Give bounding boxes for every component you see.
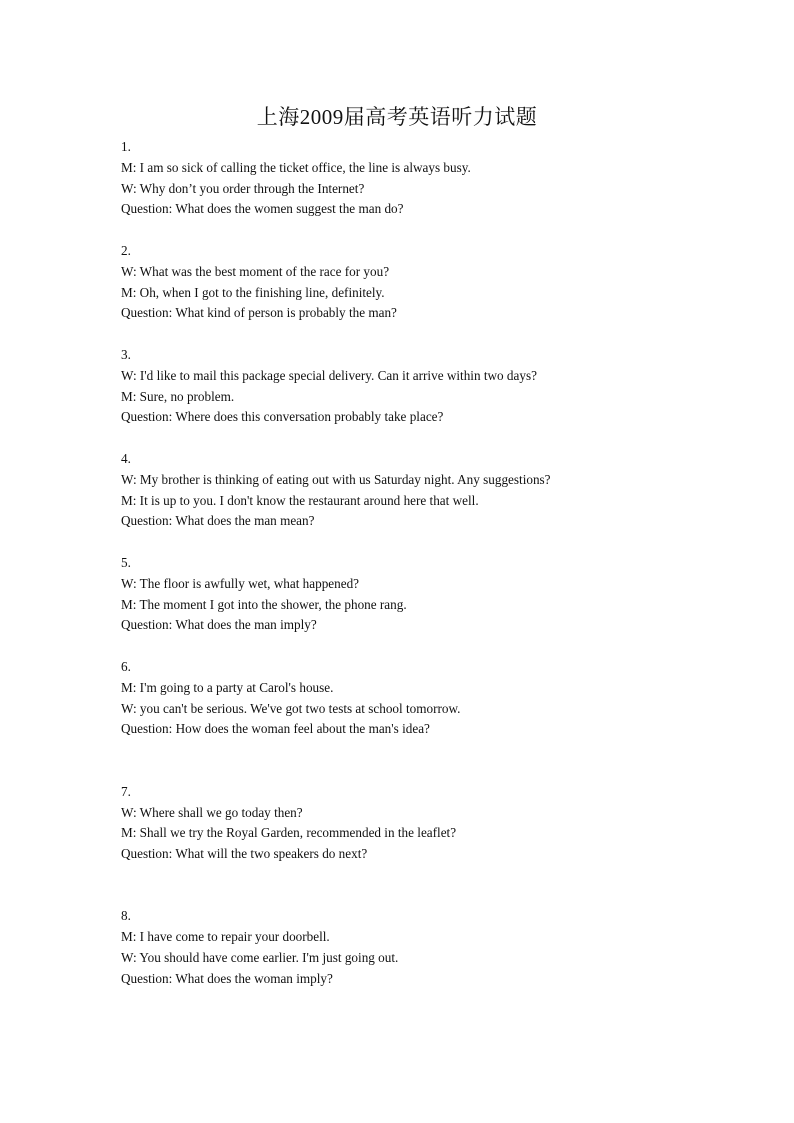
- question-number: 3.: [121, 346, 131, 362]
- question-line: Question: What will the two speakers do next?: [121, 846, 368, 862]
- question-item-7: [121, 782, 761, 865]
- dialogue-line: M: Oh, when I got to the finishing line, definitely.: [121, 284, 385, 300]
- dialogue-line: M: Shall we try the Royal Garden, recommended in the leaflet?: [121, 825, 457, 841]
- question-number: 2.: [121, 242, 131, 258]
- question-item-8: [121, 906, 761, 989]
- question-line: Question: What kind of person is probably the man?: [121, 305, 397, 321]
- question-item-5: [121, 553, 761, 636]
- question-item-6: [121, 657, 761, 740]
- page-title: 上海2009届高考英语听力试题: [256, 105, 538, 129]
- question-number: 7.: [121, 783, 131, 799]
- question-line: Question: What does the man mean?: [121, 513, 315, 529]
- question-item-2: [121, 241, 761, 324]
- question-number: 4.: [121, 450, 131, 466]
- question-number: 1.: [121, 139, 131, 154]
- dialogue-line: W: You should have come earlier. I'm just going out.: [121, 950, 399, 966]
- question-number: 6.: [121, 658, 131, 674]
- dialogue-line: M: It is up to you. I don't know the restaurant around here that well.: [121, 492, 479, 508]
- question-item-3: [121, 345, 761, 428]
- dialogue-line: M: I have come to repair your doorbell.: [121, 929, 330, 945]
- dialogue-line: M: The moment I got into the shower, the phone rang.: [121, 596, 407, 612]
- question-line: Question: How does the woman feel about the man's idea?: [121, 721, 430, 737]
- dialogue-line: W: Where shall we go today then?: [121, 804, 303, 820]
- question-number: 8.: [121, 908, 131, 924]
- listening-transcript: [121, 137, 761, 990]
- question-item-4: [121, 449, 761, 532]
- question-line: Question: What does the man imply?: [121, 617, 317, 633]
- dialogue-line: W: My brother is thinking of eating out with us Saturday night. Any suggestions?: [121, 471, 551, 487]
- dialogue-line: M: I am so sick of calling the ticket office, the line is always busy.: [121, 159, 471, 175]
- dialogue-line: W: Why don’t you order through the Internet?: [121, 180, 365, 196]
- question-line: Question: What does the women suggest the man do?: [121, 201, 404, 217]
- dialogue-line: M: I'm going to a party at Carol's house.: [121, 679, 334, 695]
- question-item-1: [121, 137, 761, 220]
- question-line: Question: Where does this conversation probably take place?: [121, 409, 444, 425]
- question-number: 5.: [121, 554, 131, 570]
- question-line: Question: What does the woman imply?: [121, 970, 333, 986]
- dialogue-line: M: Sure, no problem.: [121, 388, 235, 404]
- dialogue-line: W: I'd like to mail this package special delivery. Can it arrive within two days?: [121, 367, 537, 383]
- dialogue-line: W: you can't be serious. We've got two tests at school tomorrow.: [121, 700, 461, 716]
- dialogue-line: W: What was the best moment of the race for you?: [121, 263, 390, 279]
- dialogue-line: W: The floor is awfully wet, what happened?: [121, 575, 360, 591]
